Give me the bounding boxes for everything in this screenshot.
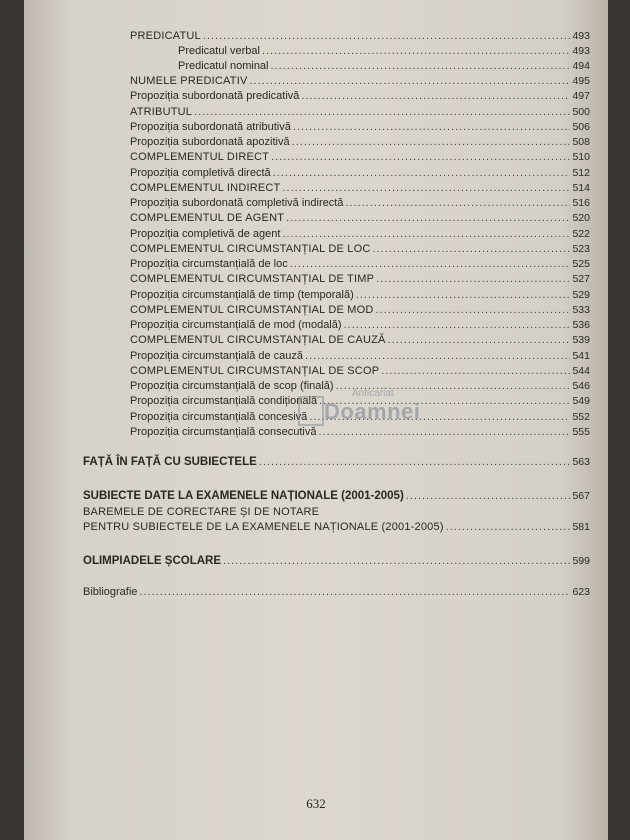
- toc-entry-page: 523: [572, 243, 590, 255]
- leader-dots: [292, 136, 571, 149]
- toc-entry-page: 508: [572, 136, 590, 148]
- section-label: FAȚĂ ÎN FAȚĂ CU SUBIECTELE: [83, 456, 257, 468]
- toc-entry: [130, 365, 590, 378]
- watermark-top-text: Anticariat: [352, 388, 394, 399]
- toc-entry-page: 516: [572, 197, 590, 209]
- watermark-main-text: Doamnei: [324, 399, 421, 424]
- leader-dots: [305, 350, 570, 363]
- toc-entry: [130, 151, 590, 164]
- toc-entry: [130, 289, 590, 302]
- toc-entry-label: COMPLEMENTUL CIRCUMSTANȚIAL DE MOD: [130, 304, 374, 316]
- toc-entry: [130, 304, 590, 317]
- leader-dots: [282, 228, 570, 241]
- toc-entry: [130, 167, 590, 180]
- toc-entry-label: Propoziția circumstanțială de loc: [130, 258, 288, 270]
- toc-entry: [130, 334, 590, 347]
- toc-entry: [130, 182, 590, 195]
- toc-entry-label: Propoziția subordonată apozitivă: [130, 136, 290, 148]
- toc-entry: [130, 121, 590, 134]
- leader-dots: [290, 258, 571, 271]
- toc-entry: [130, 212, 590, 225]
- toc-entry-label: Predicatul nominal: [178, 60, 269, 72]
- leader-dots: [250, 75, 571, 88]
- toc-entry-page: 536: [572, 319, 590, 331]
- toc-entry-label: Propoziția subordonată atributivă: [130, 121, 291, 133]
- leader-dots: [271, 60, 571, 73]
- toc-entry: [178, 45, 590, 58]
- toc-entry-page: 525: [572, 258, 590, 270]
- toc-entry-page: 546: [572, 380, 590, 392]
- toc-entry-label: Propoziția circumstanțială de mod (modală): [130, 319, 342, 331]
- leader-dots: [259, 456, 571, 469]
- toc-entry-page: 514: [572, 182, 590, 194]
- toc-entry-page: 544: [572, 365, 590, 377]
- section-page: 599: [572, 555, 590, 567]
- toc-entry-label: Predicatul verbal: [178, 45, 260, 57]
- toc-entry: [178, 60, 590, 73]
- toc-entry-page: 527: [572, 273, 590, 285]
- toc-entry: [130, 197, 590, 210]
- toc-entry-label: COMPLEMENTUL CIRCUMSTANȚIAL DE CAUZĂ: [130, 334, 386, 346]
- leader-dots: [139, 586, 570, 599]
- toc-entry-label: Propoziția completivă de agent: [130, 228, 281, 240]
- toc-entry-page: 510: [572, 151, 590, 163]
- leader-dots: [293, 121, 571, 134]
- toc-entry: [130, 319, 590, 332]
- toc-entry-page: 533: [572, 304, 590, 316]
- toc-entry-page: 549: [572, 395, 590, 407]
- toc-entry-page: 500: [572, 106, 590, 118]
- leader-dots: [344, 319, 571, 332]
- section-label: PENTRU SUBIECTELE DE LA EXAMENELE NAȚIONALE (2001-2005): [83, 521, 444, 533]
- leader-dots: [376, 273, 570, 286]
- section-page: 563: [572, 456, 590, 468]
- leader-dots: [301, 90, 570, 103]
- leader-dots: [318, 426, 570, 439]
- toc-entry-page: 539: [572, 334, 590, 346]
- toc-entry-page: 512: [572, 167, 590, 179]
- section-entry: [83, 521, 590, 534]
- section-entry: [83, 506, 590, 519]
- toc-entry: [130, 30, 590, 43]
- toc-entry-page: 552: [572, 411, 590, 423]
- leader-dots: [376, 304, 571, 317]
- toc-entry-label: Propoziția circumstanțială condițională: [130, 395, 318, 407]
- toc-entry: [130, 228, 590, 241]
- section-label: BAREMELE DE CORECTARE ȘI DE NOTARE: [83, 506, 320, 518]
- leader-dots: [446, 521, 571, 534]
- toc-entry-page: 506: [572, 121, 590, 133]
- toc-entry: [130, 426, 590, 439]
- toc-entry-page: 494: [572, 60, 590, 72]
- section-entry: [83, 586, 590, 599]
- toc-entry-label: Propoziția circumstanțială consecutivă: [130, 426, 317, 438]
- leader-dots: [203, 30, 571, 43]
- toc-entry-page: 495: [572, 75, 590, 87]
- toc-entry-page: 493: [572, 45, 590, 57]
- toc-entry-page: 493: [572, 30, 590, 42]
- toc-entry-page: 497: [572, 90, 590, 102]
- toc-entry: [130, 106, 590, 119]
- leader-dots: [388, 334, 571, 347]
- section-page: 567: [572, 490, 590, 502]
- toc-entry: [130, 243, 590, 256]
- page-number: 632: [306, 796, 326, 811]
- leader-dots: [345, 197, 570, 210]
- toc-entry-page: 541: [572, 350, 590, 362]
- section-page: 581: [572, 521, 590, 533]
- toc-entry-page: 520: [572, 212, 590, 224]
- toc-entry-label: COMPLEMENTUL DIRECT: [130, 151, 270, 163]
- toc-entry: [130, 273, 590, 286]
- toc-entry-label: Propoziția subordonată predicativă: [130, 90, 300, 102]
- book-page: [24, 0, 608, 840]
- toc-entry: [130, 350, 590, 363]
- leader-dots: [194, 106, 570, 119]
- leader-dots: [381, 365, 570, 378]
- toc-entry-label: Propoziția circumstanțială de cauză: [130, 350, 304, 362]
- toc-entry-label: ATRIBUTUL: [130, 106, 193, 118]
- section-label: Bibliografie: [83, 586, 138, 598]
- toc-entry-label: PREDICATUL: [130, 30, 201, 42]
- toc-entry-label: COMPLEMENTUL CIRCUMSTANȚIAL DE TIMP: [130, 273, 375, 285]
- toc-entry-label: COMPLEMENTUL CIRCUMSTANȚIAL DE LOC: [130, 243, 371, 255]
- leader-dots: [286, 212, 570, 225]
- toc-entry-label: Propoziția circumstanțială concesivă: [130, 411, 308, 423]
- toc-entry-page: 555: [572, 426, 590, 438]
- toc-entry-label: Propoziția completivă directă: [130, 167, 271, 179]
- leader-dots: [372, 243, 570, 256]
- section-entry: [83, 555, 590, 568]
- toc-entry: [130, 90, 590, 103]
- toc-entry-page: 529: [572, 289, 590, 301]
- toc-entry-label: Propoziția circumstanțială de scop (finală): [130, 380, 334, 392]
- toc-entry-label: COMPLEMENTUL INDIRECT: [130, 182, 281, 194]
- leader-dots: [273, 167, 571, 180]
- toc-entry-label: Propoziția subordonată completivă indirectă: [130, 197, 344, 209]
- leader-dots: [282, 182, 570, 195]
- leader-dots: [271, 151, 570, 164]
- leader-dots: [356, 289, 571, 302]
- leader-dots: [223, 555, 570, 568]
- leader-dots: [262, 45, 571, 58]
- toc-entry: [130, 136, 590, 149]
- toc-entry-label: COMPLEMENTUL DE AGENT: [130, 212, 285, 224]
- toc-entry: [130, 258, 590, 271]
- section-page: 623: [572, 586, 590, 598]
- toc-entry-page: 522: [572, 228, 590, 240]
- section-label: OLIMPIADELE ȘCOLARE: [83, 555, 222, 567]
- section-entry: [83, 490, 590, 503]
- toc-entry-label: Propoziția circumstanțială de timp (temporală): [130, 289, 354, 301]
- toc-entry-label: NUMELE PREDICATIV: [130, 75, 248, 87]
- toc-entry-label: COMPLEMENTUL CIRCUMSTANȚIAL DE SCOP: [130, 365, 380, 377]
- section-label: SUBIECTE DATE LA EXAMENELE NAȚIONALE (2001-2005): [83, 490, 404, 502]
- watermark: [324, 388, 420, 425]
- leader-dots: [406, 490, 571, 503]
- watermark-logo-icon: [298, 396, 324, 426]
- toc-entry: [130, 75, 590, 88]
- section-entry: [83, 456, 590, 469]
